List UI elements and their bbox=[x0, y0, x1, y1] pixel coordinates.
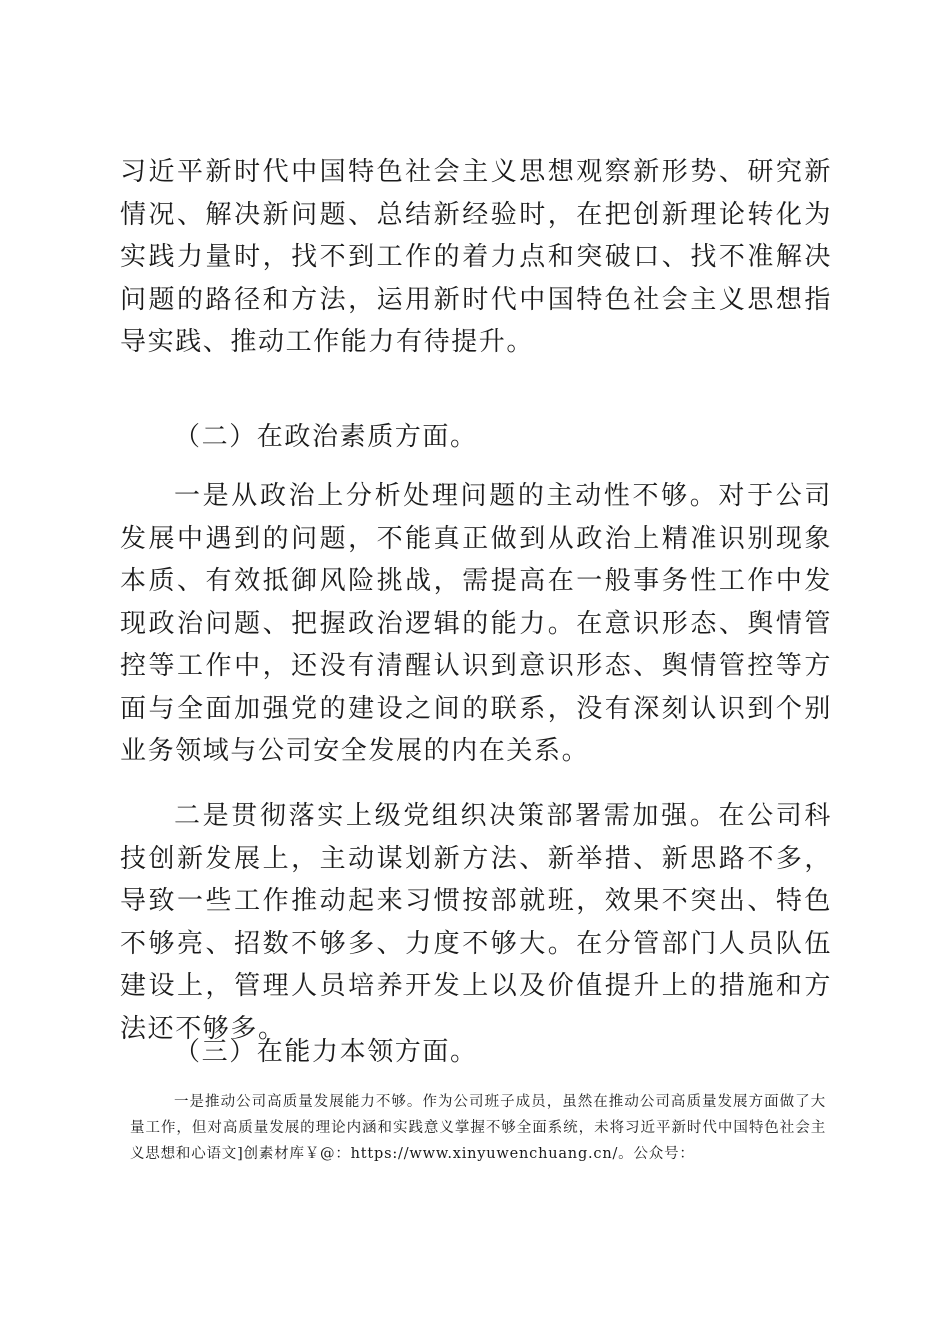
paragraph-high-quality-development: 一是推动公司高质量发展能力不够。作为公司班子成员，虽然在推动公司高质量发展方面做了大量工作，但对高质量发展的理论内涵和实践意义掌握不够全面系统，未将习近平新时代中国特色社会主义思想和心语文]创素材库￥@：https://www.xinyuwenchuang.cn/。公众号： bbox=[130, 1094, 826, 1162]
paragraph-continuation: 习近平新时代中国特色社会主义思想观察新形势、研究新情况、解决新问题、总结新经验时，在把创新理论转化为实践力量时，找不到工作的着力点和突破口、找不准解决问题的路径和方法，运用新时代中国特色社会主义思想指导实践、推动工作能力有待提升。 bbox=[120, 157, 832, 357]
section-heading-ability: （三）在能力本领方面。 bbox=[174, 1037, 478, 1067]
section-heading-political-quality: （二）在政治素质方面。 bbox=[174, 422, 478, 452]
paragraph-implementation: 二是贯彻落实上级党组织决策部署需加强。在公司科技创新发展上，主动谋划新方法、新举措、新思路不多，导致一些工作推动起来习惯按部就班，效果不突出、特色不够亮、招数不够多、力度不够大。在分管部门人员队伍建设上，管理人员培养开发上以及价值提升上的措施和方法还不够多。 bbox=[120, 801, 832, 1044]
paragraph-political-analysis: 一是从政治上分析处理问题的主动性不够。对于公司发展中遇到的问题，不能真正做到从政治上精准识别现象本质、有效抵御风险挑战，需提高在一般事务性工作中发现政治问题、把握政治逻辑的能力。在意识形态、舆情管控等工作中，还没有清醒认识到意识形态、舆情管控等方面与全面加强党的建设之间的联系，没有深刻认识到个别业务领域与公司安全发展的内在关系。 bbox=[120, 481, 832, 766]
